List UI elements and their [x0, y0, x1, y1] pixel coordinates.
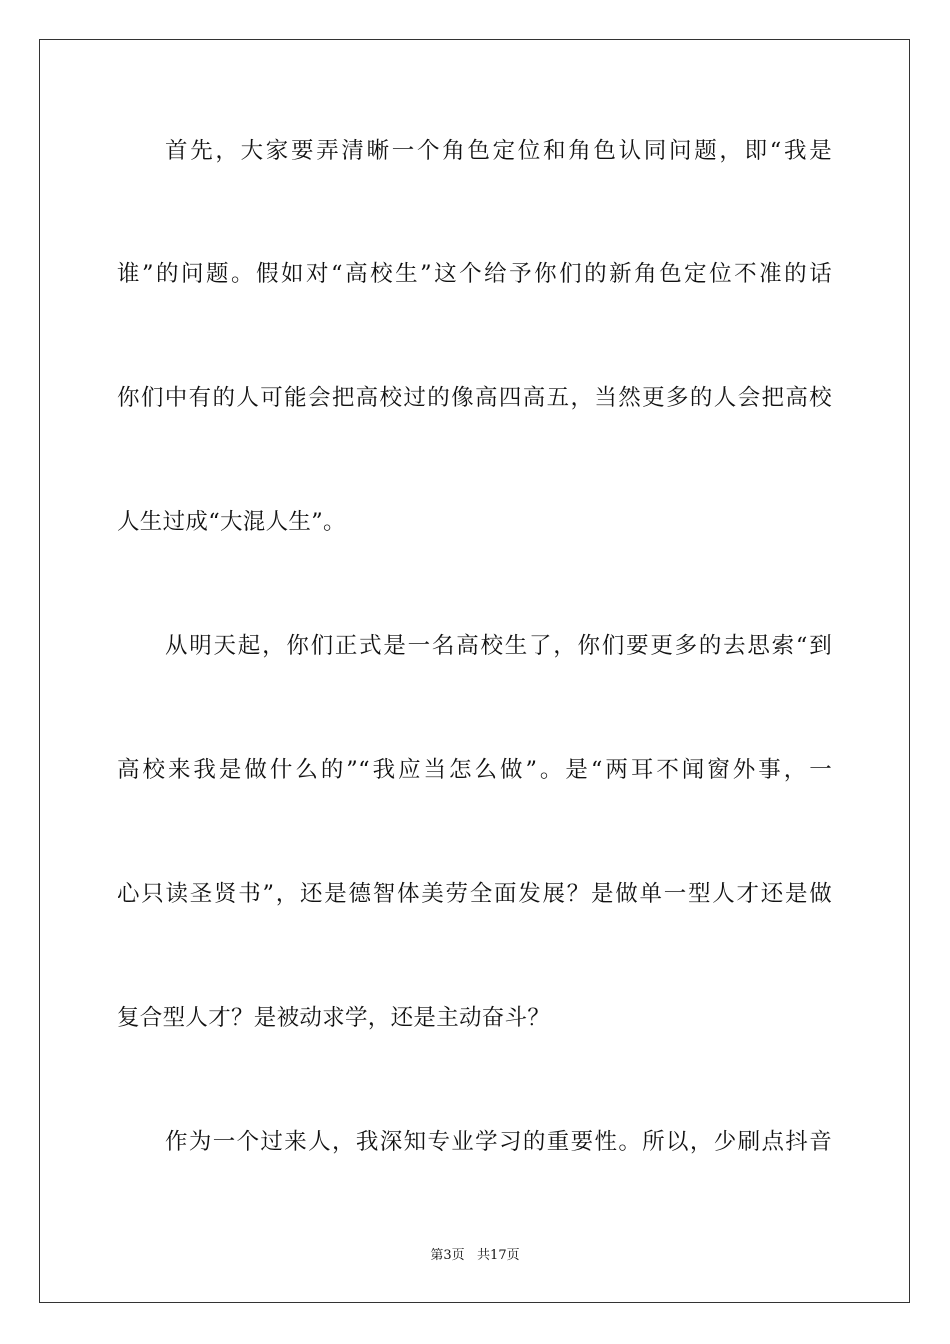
text-line: 心只读圣贤书”，还是德智体美劳全面发展？是做单一型人才还是做 — [117, 881, 832, 907]
text-line: 从明天起，你们正式是一名高校生了，你们要更多的去思索“到 — [165, 633, 832, 659]
page-frame — [39, 39, 910, 1303]
text-line: 复合型人才？是被动求学，还是主动奋斗？ — [117, 1005, 551, 1031]
text-line: 你们中有的人可能会把高校过的像高四高五，当然更多的人会把高校 — [117, 385, 832, 411]
text-line: 首先，大家要弄清晰一个角色定位和角色认同问题，即“我是 — [165, 138, 832, 164]
text-line: 作为一个过来人，我深知专业学习的重要性。所以，少刷点抖音 — [165, 1129, 832, 1155]
text-line: 谁”的问题。假如对“高校生”这个给予你们的新角色定位不准的话 — [117, 261, 832, 287]
text-line: 人生过成“大混人生”。 — [117, 509, 346, 535]
page-number-footer: 第3页 共17页 — [430, 1248, 520, 1263]
text-line: 高校来我是做什么的”“我应当怎么做”。是“两耳不闻窗外事，一 — [117, 757, 832, 783]
